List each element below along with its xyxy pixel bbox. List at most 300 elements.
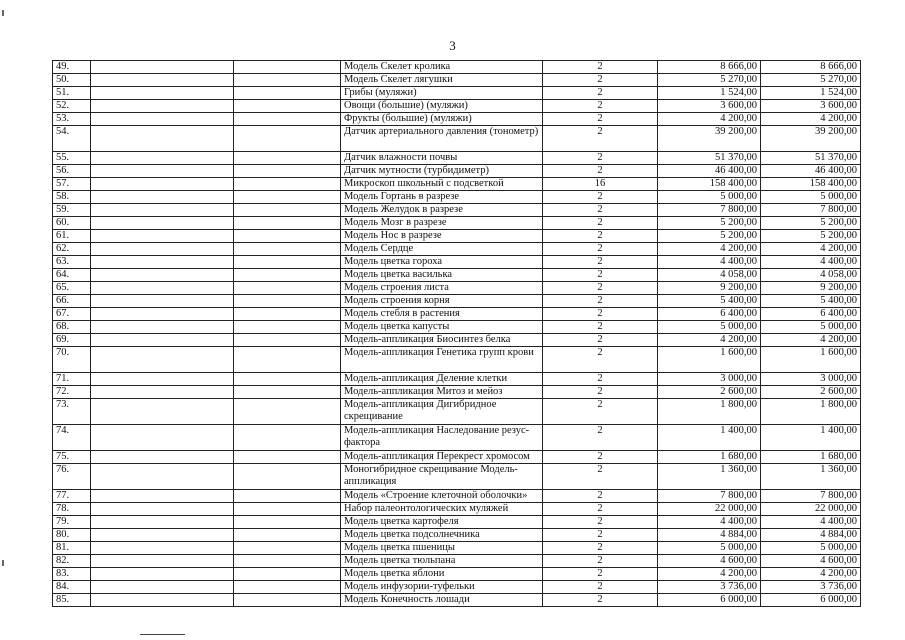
table-row (53, 243, 861, 256)
empty-cell (234, 126, 341, 152)
row-number: 66. (53, 295, 91, 308)
item-name: Модель-аппликация Дигибридное скрещивание (341, 399, 543, 425)
item-quantity: 2 (543, 347, 658, 373)
empty-cell (91, 581, 234, 594)
item-quantity: 2 (543, 295, 658, 308)
item-sum: 3 000,00 (761, 373, 861, 386)
item-price: 5 200,00 (658, 230, 761, 243)
item-name: Модель цветка василька (341, 269, 543, 282)
row-number: 78. (53, 503, 91, 516)
item-price: 2 600,00 (658, 386, 761, 399)
empty-cell (234, 165, 341, 178)
item-quantity: 2 (543, 581, 658, 594)
item-quantity: 2 (543, 269, 658, 282)
empty-cell (91, 594, 234, 607)
empty-cell (234, 386, 341, 399)
item-sum: 39 200,00 (761, 126, 861, 152)
item-price: 4 884,00 (658, 529, 761, 542)
empty-cell (234, 503, 341, 516)
footer-line (140, 634, 185, 635)
item-price: 4 400,00 (658, 516, 761, 529)
item-quantity: 2 (543, 529, 658, 542)
item-name: Модель-аппликация Митоз и мейоз (341, 386, 543, 399)
scan-edge-mark (2, 560, 4, 566)
table-row (53, 165, 861, 178)
item-price: 5 000,00 (658, 542, 761, 555)
item-price: 7 800,00 (658, 490, 761, 503)
item-name: Модель инфузории-туфельки (341, 581, 543, 594)
table-row (53, 516, 861, 529)
inventory-table (52, 60, 861, 607)
table-row (53, 451, 861, 464)
item-name: Датчик влажности почвы (341, 152, 543, 165)
table-row (53, 464, 861, 490)
item-name: Модель Сердце (341, 243, 543, 256)
empty-cell (91, 269, 234, 282)
empty-cell (234, 191, 341, 204)
page-number: 3 (449, 38, 456, 53)
row-number: 85. (53, 594, 91, 607)
empty-cell (91, 152, 234, 165)
empty-cell (234, 243, 341, 256)
item-name: Модель-аппликация Генетика групп крови (341, 347, 543, 373)
empty-cell (91, 321, 234, 334)
empty-cell (234, 373, 341, 386)
item-sum: 4 200,00 (761, 113, 861, 126)
item-price: 1 400,00 (658, 425, 761, 451)
item-price: 4 600,00 (658, 555, 761, 568)
item-name: Датчик артериального давления (тонометр) (341, 126, 543, 152)
item-quantity: 2 (543, 217, 658, 230)
empty-cell (91, 256, 234, 269)
item-quantity: 2 (543, 126, 658, 152)
table-row (53, 113, 861, 126)
item-quantity: 2 (543, 74, 658, 87)
item-sum: 51 370,00 (761, 152, 861, 165)
row-number: 61. (53, 230, 91, 243)
empty-cell (234, 204, 341, 217)
row-number: 62. (53, 243, 91, 256)
row-number: 75. (53, 451, 91, 464)
item-sum: 7 800,00 (761, 204, 861, 217)
item-quantity: 2 (543, 425, 658, 451)
item-sum: 7 800,00 (761, 490, 861, 503)
row-number: 80. (53, 529, 91, 542)
empty-cell (91, 217, 234, 230)
inventory-table-body (53, 61, 861, 607)
item-price: 5 200,00 (658, 217, 761, 230)
item-sum: 6 400,00 (761, 308, 861, 321)
item-quantity: 2 (543, 256, 658, 269)
table-row (53, 256, 861, 269)
item-name: Модель Скелет лягушки (341, 74, 543, 87)
item-name: Набор палеонтологических муляжей (341, 503, 543, 516)
empty-cell (91, 243, 234, 256)
row-number: 67. (53, 308, 91, 321)
empty-cell (234, 308, 341, 321)
row-number: 72. (53, 386, 91, 399)
empty-cell (234, 581, 341, 594)
table-row (53, 594, 861, 607)
row-number: 64. (53, 269, 91, 282)
row-number: 59. (53, 204, 91, 217)
row-number: 76. (53, 464, 91, 490)
item-name: Модель Конечность лошади (341, 594, 543, 607)
item-name: Фрукты (большие) (муляжи) (341, 113, 543, 126)
row-number: 55. (53, 152, 91, 165)
item-quantity: 2 (543, 282, 658, 295)
empty-cell (91, 87, 234, 100)
item-name: Модель цветка капусты (341, 321, 543, 334)
empty-cell (91, 126, 234, 152)
empty-cell (234, 282, 341, 295)
empty-cell (91, 347, 234, 373)
empty-cell (234, 217, 341, 230)
table-row (53, 87, 861, 100)
empty-cell (234, 113, 341, 126)
item-quantity: 2 (543, 165, 658, 178)
item-sum: 2 600,00 (761, 386, 861, 399)
item-price: 3 000,00 (658, 373, 761, 386)
item-price: 4 400,00 (658, 256, 761, 269)
item-price: 5 000,00 (658, 191, 761, 204)
row-number: 60. (53, 217, 91, 230)
item-name: Модель цветка гороха (341, 256, 543, 269)
table-row (53, 178, 861, 191)
table-row (53, 581, 861, 594)
table-row (53, 74, 861, 87)
empty-cell (234, 451, 341, 464)
empty-cell (91, 308, 234, 321)
item-sum: 1 600,00 (761, 347, 861, 373)
item-sum: 158 400,00 (761, 178, 861, 191)
table-row (53, 490, 861, 503)
item-name: Модель строения корня (341, 295, 543, 308)
empty-cell (91, 204, 234, 217)
table-row (53, 269, 861, 282)
empty-cell (91, 399, 234, 425)
empty-cell (234, 529, 341, 542)
item-quantity: 2 (543, 308, 658, 321)
empty-cell (234, 347, 341, 373)
empty-cell (234, 555, 341, 568)
item-quantity: 2 (543, 386, 658, 399)
item-sum: 5 200,00 (761, 217, 861, 230)
table-row (53, 568, 861, 581)
row-number: 83. (53, 568, 91, 581)
item-name: Модель-аппликация Деление клетки (341, 373, 543, 386)
table-row (53, 295, 861, 308)
item-price: 3 600,00 (658, 100, 761, 113)
item-sum: 5 000,00 (761, 542, 861, 555)
table-row (53, 100, 861, 113)
item-name: Модель-аппликация Перекрест хромосом (341, 451, 543, 464)
item-name: Модель цветка тюльпана (341, 555, 543, 568)
item-price: 46 400,00 (658, 165, 761, 178)
table-row (53, 61, 861, 74)
item-name: Модель цветка яблони (341, 568, 543, 581)
item-price: 4 058,00 (658, 269, 761, 282)
item-sum: 5 200,00 (761, 230, 861, 243)
item-sum: 4 058,00 (761, 269, 861, 282)
item-quantity: 2 (543, 204, 658, 217)
table-row (53, 399, 861, 425)
row-number: 57. (53, 178, 91, 191)
empty-cell (234, 87, 341, 100)
item-sum: 4 200,00 (761, 334, 861, 347)
empty-cell (91, 425, 234, 451)
item-price: 3 736,00 (658, 581, 761, 594)
empty-cell (234, 334, 341, 347)
item-quantity: 2 (543, 334, 658, 347)
empty-cell (91, 165, 234, 178)
item-price: 1 800,00 (658, 399, 761, 425)
item-quantity: 2 (543, 451, 658, 464)
empty-cell (91, 490, 234, 503)
item-sum: 1 400,00 (761, 425, 861, 451)
item-quantity: 2 (543, 87, 658, 100)
empty-cell (234, 256, 341, 269)
table-row (53, 386, 861, 399)
item-name: Модель Нос в разрезе (341, 230, 543, 243)
table-row (53, 503, 861, 516)
item-quantity: 2 (543, 516, 658, 529)
item-name: Модель Скелет кролика (341, 61, 543, 74)
empty-cell (91, 568, 234, 581)
row-number: 73. (53, 399, 91, 425)
row-number: 65. (53, 282, 91, 295)
empty-cell (91, 295, 234, 308)
table-row (53, 230, 861, 243)
table-row (53, 204, 861, 217)
item-quantity: 2 (543, 152, 658, 165)
row-number: 82. (53, 555, 91, 568)
empty-cell (91, 61, 234, 74)
row-number: 56. (53, 165, 91, 178)
row-number: 77. (53, 490, 91, 503)
item-sum: 3 736,00 (761, 581, 861, 594)
item-sum: 8 666,00 (761, 61, 861, 74)
empty-cell (91, 230, 234, 243)
empty-cell (234, 516, 341, 529)
item-price: 5 000,00 (658, 321, 761, 334)
table-row (53, 555, 861, 568)
item-quantity: 2 (543, 373, 658, 386)
empty-cell (91, 516, 234, 529)
table-row (53, 347, 861, 373)
row-number: 84. (53, 581, 91, 594)
item-price: 8 666,00 (658, 61, 761, 74)
item-quantity: 2 (543, 230, 658, 243)
empty-cell (91, 191, 234, 204)
item-sum: 46 400,00 (761, 165, 861, 178)
item-price: 39 200,00 (658, 126, 761, 152)
row-number: 63. (53, 256, 91, 269)
item-price: 51 370,00 (658, 152, 761, 165)
table-row (53, 529, 861, 542)
table-row (53, 126, 861, 152)
empty-cell (234, 295, 341, 308)
item-name: Овощи (большие) (муляжи) (341, 100, 543, 113)
item-sum: 5 000,00 (761, 321, 861, 334)
item-quantity: 2 (543, 503, 658, 516)
table-row (53, 152, 861, 165)
empty-cell (91, 386, 234, 399)
item-price: 9 200,00 (658, 282, 761, 295)
item-name: Грибы (муляжи) (341, 87, 543, 100)
item-name: Модель цветка подсолнечника (341, 529, 543, 542)
empty-cell (234, 568, 341, 581)
item-name: Датчик мутности (турбидиметр) (341, 165, 543, 178)
empty-cell (234, 61, 341, 74)
item-price: 4 200,00 (658, 113, 761, 126)
empty-cell (91, 373, 234, 386)
item-name: Модель строения листа (341, 282, 543, 295)
row-number: 79. (53, 516, 91, 529)
empty-cell (234, 542, 341, 555)
item-sum: 6 000,00 (761, 594, 861, 607)
row-number: 58. (53, 191, 91, 204)
item-price: 1 360,00 (658, 464, 761, 490)
table-row (53, 425, 861, 451)
row-number: 52. (53, 100, 91, 113)
item-sum: 1 800,00 (761, 399, 861, 425)
table-row (53, 321, 861, 334)
empty-cell (234, 152, 341, 165)
item-sum: 9 200,00 (761, 282, 861, 295)
item-price: 6 400,00 (658, 308, 761, 321)
empty-cell (91, 451, 234, 464)
item-sum: 3 600,00 (761, 100, 861, 113)
empty-cell (91, 529, 234, 542)
empty-cell (234, 321, 341, 334)
row-number: 68. (53, 321, 91, 334)
item-quantity: 2 (543, 464, 658, 490)
empty-cell (234, 594, 341, 607)
item-name: Модель Мозг в разрезе (341, 217, 543, 230)
item-name: Модель Гортань в разрезе (341, 191, 543, 204)
empty-cell (91, 74, 234, 87)
item-price: 1 680,00 (658, 451, 761, 464)
item-quantity: 2 (543, 568, 658, 581)
table-row (53, 282, 861, 295)
empty-cell (91, 503, 234, 516)
item-sum: 22 000,00 (761, 503, 861, 516)
item-sum: 4 600,00 (761, 555, 861, 568)
table-row (53, 542, 861, 555)
empty-cell (91, 464, 234, 490)
item-sum: 4 200,00 (761, 243, 861, 256)
item-price: 7 800,00 (658, 204, 761, 217)
item-name: Микроскоп школьный с подсветкой (341, 178, 543, 191)
item-quantity: 2 (543, 542, 658, 555)
row-number: 70. (53, 347, 91, 373)
row-number: 71. (53, 373, 91, 386)
empty-cell (234, 425, 341, 451)
item-sum: 4 200,00 (761, 568, 861, 581)
item-sum: 1 360,00 (761, 464, 861, 490)
item-price: 1 524,00 (658, 87, 761, 100)
item-price: 5 400,00 (658, 295, 761, 308)
item-quantity: 2 (543, 243, 658, 256)
empty-cell (91, 282, 234, 295)
item-sum: 1 524,00 (761, 87, 861, 100)
row-number: 53. (53, 113, 91, 126)
empty-cell (91, 113, 234, 126)
table-row (53, 334, 861, 347)
empty-cell (91, 555, 234, 568)
table-row (53, 308, 861, 321)
item-sum: 5 270,00 (761, 74, 861, 87)
item-price: 5 270,00 (658, 74, 761, 87)
item-sum: 4 400,00 (761, 256, 861, 269)
item-name: Модель цветка пшеницы (341, 542, 543, 555)
empty-cell (91, 100, 234, 113)
empty-cell (234, 74, 341, 87)
row-number: 49. (53, 61, 91, 74)
item-name: Моногибридное скрещивание Модель-аппликация (341, 464, 543, 490)
row-number: 54. (53, 126, 91, 152)
row-number: 74. (53, 425, 91, 451)
item-name: Модель-аппликация Наследование резус-фактора (341, 425, 543, 451)
item-sum: 4 884,00 (761, 529, 861, 542)
item-price: 6 000,00 (658, 594, 761, 607)
row-number: 69. (53, 334, 91, 347)
item-quantity: 2 (543, 594, 658, 607)
item-price: 1 600,00 (658, 347, 761, 373)
item-price: 22 000,00 (658, 503, 761, 516)
item-price: 158 400,00 (658, 178, 761, 191)
empty-cell (91, 334, 234, 347)
item-price: 4 200,00 (658, 334, 761, 347)
item-name: Модель «Строение клеточной оболочки» (341, 490, 543, 503)
table-row (53, 217, 861, 230)
item-quantity: 2 (543, 399, 658, 425)
empty-cell (234, 269, 341, 282)
item-sum: 1 680,00 (761, 451, 861, 464)
item-quantity: 2 (543, 113, 658, 126)
item-quantity: 2 (543, 490, 658, 503)
empty-cell (234, 490, 341, 503)
scan-edge-mark (2, 10, 4, 16)
item-name: Модель-аппликация Биосинтез белка (341, 334, 543, 347)
table-row (53, 191, 861, 204)
item-price: 4 200,00 (658, 568, 761, 581)
empty-cell (91, 178, 234, 191)
empty-cell (234, 230, 341, 243)
item-price: 4 200,00 (658, 243, 761, 256)
empty-cell (234, 100, 341, 113)
item-sum: 4 400,00 (761, 516, 861, 529)
item-sum: 5 000,00 (761, 191, 861, 204)
item-quantity: 2 (543, 321, 658, 334)
item-quantity: 2 (543, 555, 658, 568)
item-quantity: 2 (543, 191, 658, 204)
row-number: 81. (53, 542, 91, 555)
empty-cell (234, 178, 341, 191)
item-sum: 5 400,00 (761, 295, 861, 308)
item-name: Модель Желудок в разрезе (341, 204, 543, 217)
empty-cell (234, 399, 341, 425)
item-name: Модель стебля в растения (341, 308, 543, 321)
item-quantity: 2 (543, 61, 658, 74)
empty-cell (91, 542, 234, 555)
item-name: Модель цветка картофеля (341, 516, 543, 529)
item-quantity: 2 (543, 100, 658, 113)
table-row (53, 373, 861, 386)
row-number: 50. (53, 74, 91, 87)
item-quantity: 16 (543, 178, 658, 191)
